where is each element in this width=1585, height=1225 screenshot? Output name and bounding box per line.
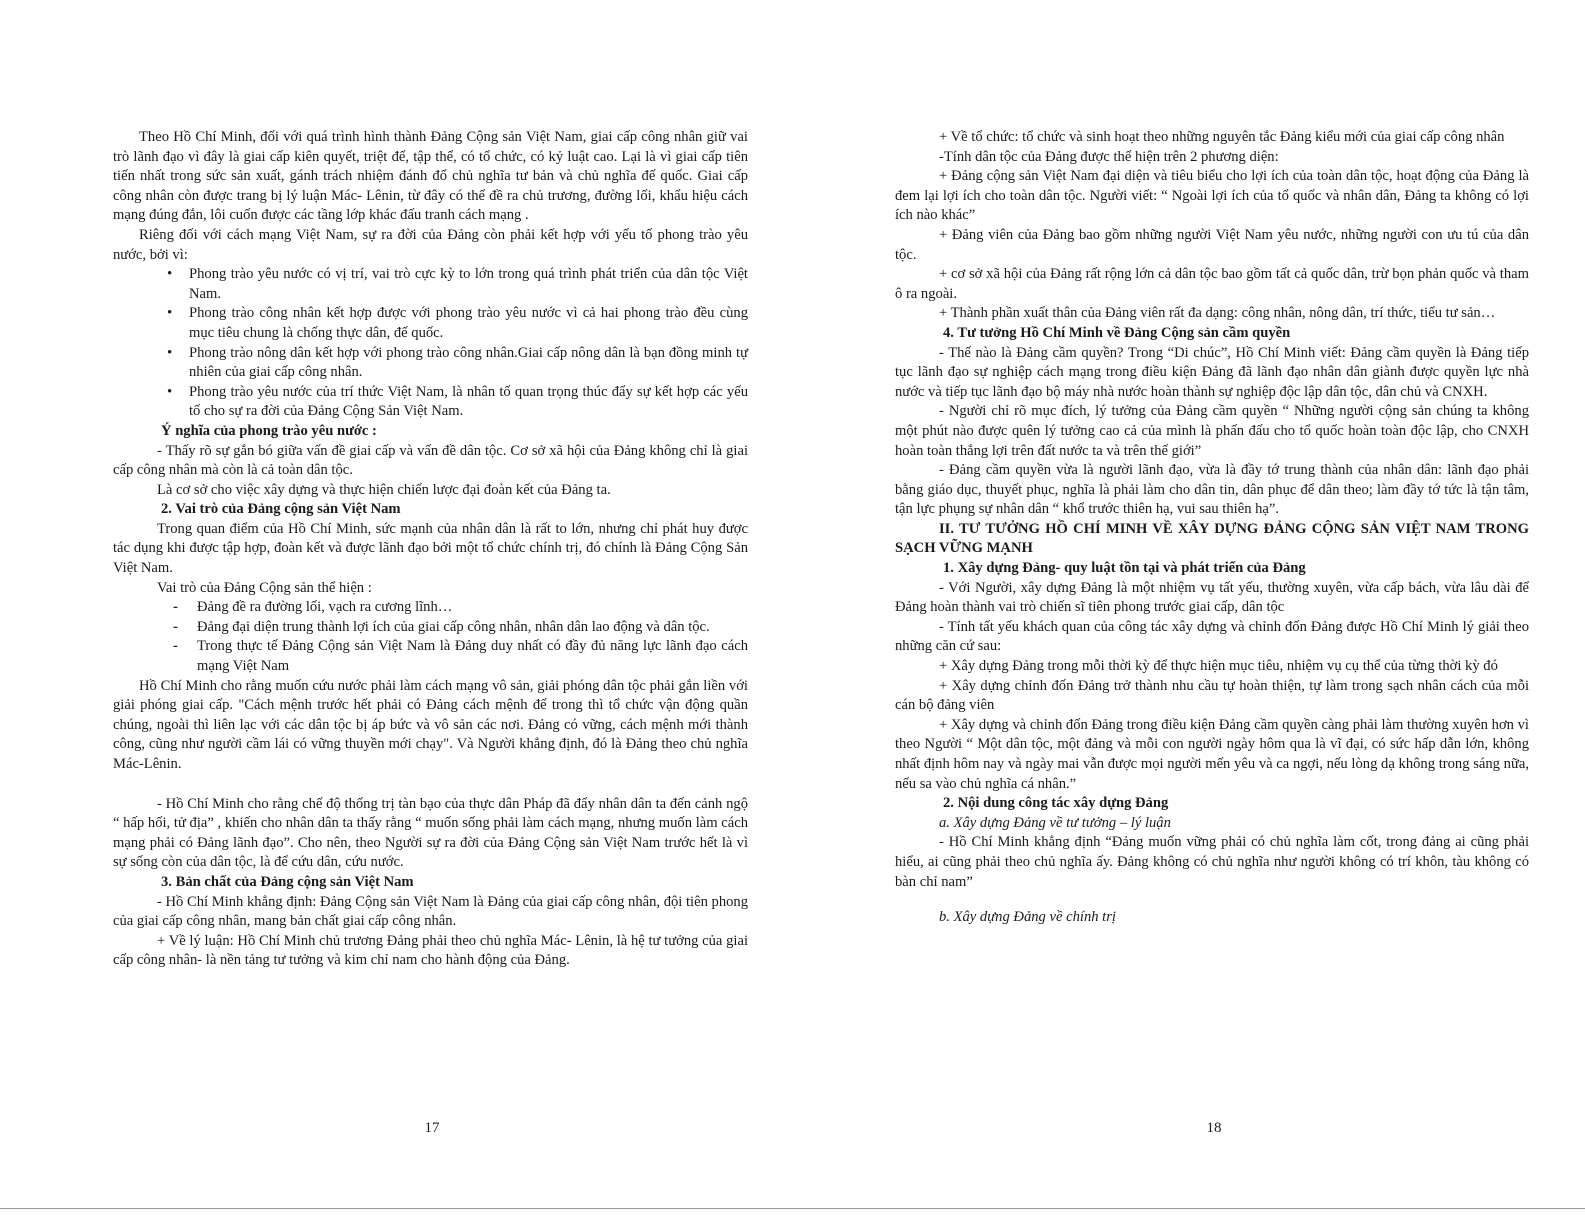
list-item: - Trong thực tế Đảng Cộng sản Việt Nam là Đảng duy nhất có đầy đủ năng lực lãnh đạo cách mạng Việt Nam [197, 637, 748, 676]
paragraph: + Về lý luận: Hồ Chí Minh chủ trương Đảng phải theo chủ nghĩa Mác- Lênin, là hệ tư tưởng của giai cấp công nhân- là nền tảng tư tưởng và kim chỉ nam cho hành động của Đảng. [113, 932, 748, 969]
paragraph: - Thế nào là Đảng cầm quyền? Trong “Di chúc”, Hồ Chí Minh viết: Đảng cầm quyền là Đảng tiếp tục lãnh đạo sự nghiệp cách mạng trong điều kiện Đảng đã lãnh đạo nhân dân giành được quyền lực nhà nước và tiếp tục lãnh đạo bộ máy nhà nước hoàn thành sự nghiệp độc lập dân tộc, dân chủ và CNXH. [895, 344, 1529, 400]
list-item: • Phong trào yêu nước của trí thức Việt Nam, là nhân tố quan trọng thúc đẩy sự kết hợp các yếu tố cho sự ra đời của Đảng Cộng Sản Việt Nam. [189, 383, 748, 422]
paragraph: + cơ sở xã hội của Đảng rất rộng lớn cả dân tộc bao gồm tất cả quốc dân, trừ bọn phản quốc và tham ô ra ngoài. [895, 266, 1529, 302]
paragraph: + Xây dựng chỉnh đốn Đảng trở thành nhu cầu tự hoàn thiện, tự làm trong sạch nhân cách của mỗi cán bộ đảng viên [895, 677, 1529, 714]
paragraph: + Đảng cộng sản Việt Nam đại diện và tiêu biểu cho lợi ích của toàn dân tộc, hoạt động của Đảng là đem lại lợi ích cho toàn dân tộc. Người viết: “ Ngoài lợi ích của tổ quốc và nhân dân, Đảng ta không có lợi ích nào khác” [895, 168, 1529, 224]
list-item: - Đảng đề ra đường lối, vạch ra cương lĩnh… [197, 598, 748, 618]
paragraph: - Thấy rõ sự gắn bó giữa vấn đề giai cấp và vấn đề dân tộc. Cơ sở xã hội của Đảng không chỉ là giai cấp công nhân mà còn là cả toàn dân tộc. [113, 442, 748, 479]
section-heading: Ý nghĩa của phong trào yêu nước : [161, 422, 377, 439]
paragraph: - Hồ Chí Minh cho rằng chế độ thống trị tàn bạo của thực dân Pháp đã đẩy nhân dân ta đến cảnh ngộ “ hấp hối, tử địa” , khiến cho nhân dân ta thấy rằng “ muốn sống phải làm cách mạng, nhưng muốn làm cách mạng phải có Đảng lãnh đạo”. Cho nên, theo Người sự ra đời của Đảng Cộng sản Việt Nam trước hết là vì sự sống còn của dân tộc, là để cứu dân, cứu nước. [113, 795, 748, 871]
paragraph: -Tính dân tộc của Đảng được thể hiện trên 2 phương diện: [939, 148, 1279, 165]
paragraph: Riêng đối với cách mạng Việt Nam, sự ra đời của Đảng còn phải kết hợp với yếu tố phong trào yêu nước, bởi vì: [113, 226, 748, 263]
section-heading: 2. Nội dung công tác xây dựng Đảng [943, 795, 1169, 812]
paragraph: - Hồ Chí Minh khẳng định: Đảng Cộng sản Việt Nam là Đảng của giai cấp công nhân, đội tiên phong của giai cấp công nhân, mang bản chất giai cấp công nhân. [113, 893, 749, 930]
spacer [895, 892, 1529, 908]
paragraph: Vai trò của Đảng Cộng sản thể hiện : [157, 579, 372, 596]
paragraph: + Xây dựng và chỉnh đốn Đảng trong điều kiện Đảng cầm quyền càng phải làm thường xuyên hơn vì theo Người “ Một dân tộc, một đảng và mỗi con người ngày hôm qua là vĩ đại, có sức hấp dẫn lớn, không nhất định hôm nay và ngày mai vẫn được mọi người mến yêu và ca ngợi, nếu lòng dạ không trong sáng nữa, nếu sa vào chủ nghĩa cá nhân.” [895, 716, 1529, 792]
paragraph: - Tính tất yếu khách quan của công tác xây dựng và chỉnh đốn Đảng được Hồ Chí Minh lý giải theo những căn cứ sau: [895, 618, 1529, 655]
subsection-heading: a. Xây dựng Đảng về tư tưởng – lý luận [939, 814, 1171, 831]
bottom-divider [0, 1208, 1585, 1209]
section-heading: 2. Vai trò của Đảng cộng sản Việt Nam [161, 501, 401, 518]
paragraph: + Đảng viên của Đảng bao gồm những người Việt Nam yêu nước, những người con ưu tú của dân tộc. [895, 226, 1529, 263]
right-page [895, 128, 1529, 928]
spacer [113, 775, 748, 795]
section-heading: 4. Tư tưởng Hồ Chí Minh về Đảng Cộng sản cầm quyền [943, 324, 1291, 341]
paragraph: - Đảng cầm quyền vừa là người lãnh đạo, vừa là đầy tớ trung thành của nhân dân: lãnh đạo phải bằng giáo dục, thuyết phục, nghĩa là phải làm cho dân tin, dân phục để dân theo; làm đầy tớ tức là tận tâm, tận lực phụng sự nhân dân “ khổ trước thiên hạ, vui sau thiên hạ”. [895, 462, 1529, 518]
paragraph: Theo Hồ Chí Minh, đối với quá trình hình thành Đảng Cộng sản Việt Nam, giai cấp công nhân giữ vai trò lãnh đạo vì đây là giai cấp kiên quyết, triệt để, tập thể, có tổ chức, có kỷ luật cao. Lại là vì giai cấp tiên tiến nhất trong sức sản xuất, gánh trách nhiệm đánh đổ chủ nghĩa tư bản và chủ nghĩa đế quốc. Giai cấp công nhân còn được trang bị lý luận Mác- Lênin, từ đây có thể đề ra chủ trương, đường lối, khẩu hiệu cách mạng đúng đắn, lôi cuốn được các tầng lớp khác đấu tranh cách mạng . [113, 129, 748, 224]
list-item: - Đảng đại diện trung thành lợi ích của giai cấp công nhân, nhân dân lao động và dân tộc. [197, 618, 748, 638]
section-heading: 1. Xây dựng Đảng- quy luật tồn tại và phát triển của Đảng [943, 560, 1306, 577]
paragraph: Là cơ sở cho việc xây dựng và thực hiện chiến lược đại đoàn kết của Đảng ta. [157, 481, 611, 498]
chapter-heading: II. TƯ TƯỞNG HỒ CHÍ MINH VỀ XÂY DỰNG ĐẢNG CỘNG SẢN VIỆT NAM TRONG SẠCH VỮNG MẠNH [895, 520, 1529, 557]
bullet-list [113, 265, 748, 422]
left-page [113, 128, 748, 971]
page-number: 17 [424, 1120, 440, 1136]
paragraph: - Hồ Chí Minh khẳng định “Đảng muốn vững phải có chủ nghĩa làm cốt, trong đảng ai cũng phải hiểu, ai cũng phải theo chủ nghĩa ấy. Đảng không có chủ nghĩa như người không có trí khôn, tàu không có bàn chỉ nam” [895, 834, 1529, 890]
page-number: 18 [1206, 1120, 1222, 1136]
subsection-heading: b. Xây dựng Đảng về chính trị [939, 909, 1116, 926]
list-item: • Phong trào nông dân kết hợp với phong trào công nhân.Giai cấp nông dân là bạn đồng minh tự nhiên của giai cấp công nhân. [189, 344, 748, 383]
paragraph: Hồ Chí Minh cho rằng muốn cứu nước phải làm cách mạng vô sản, giải phóng dân tộc phải gắn liền với giải phóng giai cấp. "Cách mệnh trước hết phải có Đảng cách mệnh để trong thì tổ chức vận động quần chúng, ngoài thì liên lạc với các dân tộc bị áp bức và vô sản các nơi. Đảng có vững, cách mệnh mới thành công, cũng như người cầm lái có vững thuyền mới chạy". Và Người khẳng định, đó là Đảng theo chủ nghĩa Mác-Lênin. [113, 677, 748, 772]
paragraph: - Người chỉ rõ mục đích, lý tưởng của Đảng cầm quyền “ Những người cộng sản chúng ta không một phút nào được quên lý tưởng cao cả của mình là phấn đấu cho tổ quốc hoàn toàn độc lập, cho CNXH hoàn toàn thắng lợi trên đất nước ta và trên thế giới” [895, 403, 1529, 459]
paragraph: Trong quan điểm của Hồ Chí Minh, sức mạnh của nhân dân là rất to lớn, nhưng chỉ phát huy được tác dụng khi được tập hợp, đoàn kết và được lãnh đạo bởi một tổ chức chính trị, đó chính là Đảng Cộng Sản Việt Nam. [113, 520, 748, 577]
section-heading: 3. Bản chất của Đảng cộng sản Việt Nam [161, 873, 414, 890]
paragraph: + Thành phần xuất thân của Đảng viên rất đa dạng: công nhân, nông dân, trí thức, tiểu tư sản… [939, 305, 1496, 322]
list-item: • Phong trào công nhân kết hợp được với phong trào yêu nước vì cả hai phong trào đều cùng mục tiêu chung là chống thực dân, đế quốc. [189, 304, 748, 343]
dash-list [113, 598, 748, 676]
paragraph: + Về tổ chức: tổ chức và sinh hoạt theo những nguyên tắc Đảng kiểu mới của giai cấp công nhân [939, 129, 1505, 145]
list-item: • Phong trào yêu nước có vị trí, vai trò cực kỳ to lớn trong quá trình phát triển của dân tộc Việt Nam. [189, 265, 748, 304]
paragraph: - Với Người, xây dựng Đảng là một nhiệm vụ tất yếu, thường xuyên, vừa cấp bách, vừa lâu dài để Đảng hoàn thành vai trò chiến sĩ tiên phong trước giai cấp, dân tộc [895, 579, 1529, 616]
paragraph: + Xây dựng Đảng trong mỗi thời kỳ để thực hiện mục tiêu, nhiệm vụ cụ thể của từng thời kỳ đó [939, 658, 1498, 675]
